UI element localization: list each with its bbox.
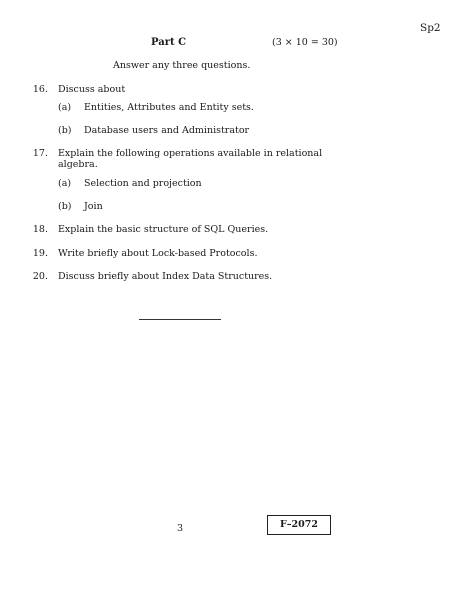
end-divider [139,319,221,320]
question-text: Explain the basic structure of SQL Queries. [58,224,269,235]
question-text: Discuss about [58,84,126,95]
question-number: 16. [32,84,48,95]
question-number: 20. [32,271,48,282]
subpart-text: Database users and Administrator [84,125,250,136]
question-number: 19. [32,248,48,259]
paper-code-box: F–2072 [267,515,331,535]
page-corner-label: Sp2 [420,22,441,34]
subpart-label: (b) [58,201,72,212]
subpart-text: Join [84,201,103,212]
subpart-text: Selection and projection [84,178,202,189]
question-text: Explain the following operations available in relational algebra. [58,148,323,170]
subpart-label: (b) [58,125,72,136]
section-title: Part C [151,37,187,48]
subpart-label: (a) [58,102,72,113]
question-number: 18. [32,224,48,235]
subpart-text: Entities, Attributes and Entity sets. [84,102,254,113]
question-text: Write briefly about Lock-based Protocols. [58,248,258,259]
question-text: Discuss briefly about Index Data Structures. [58,271,273,282]
marks-allocation: (3 × 10 = 30) [272,37,338,48]
subpart-label: (a) [58,178,72,189]
page-number: 3 [177,523,184,534]
question-number: 17. [32,148,48,159]
instruction-text: Answer any three questions. [113,60,251,71]
